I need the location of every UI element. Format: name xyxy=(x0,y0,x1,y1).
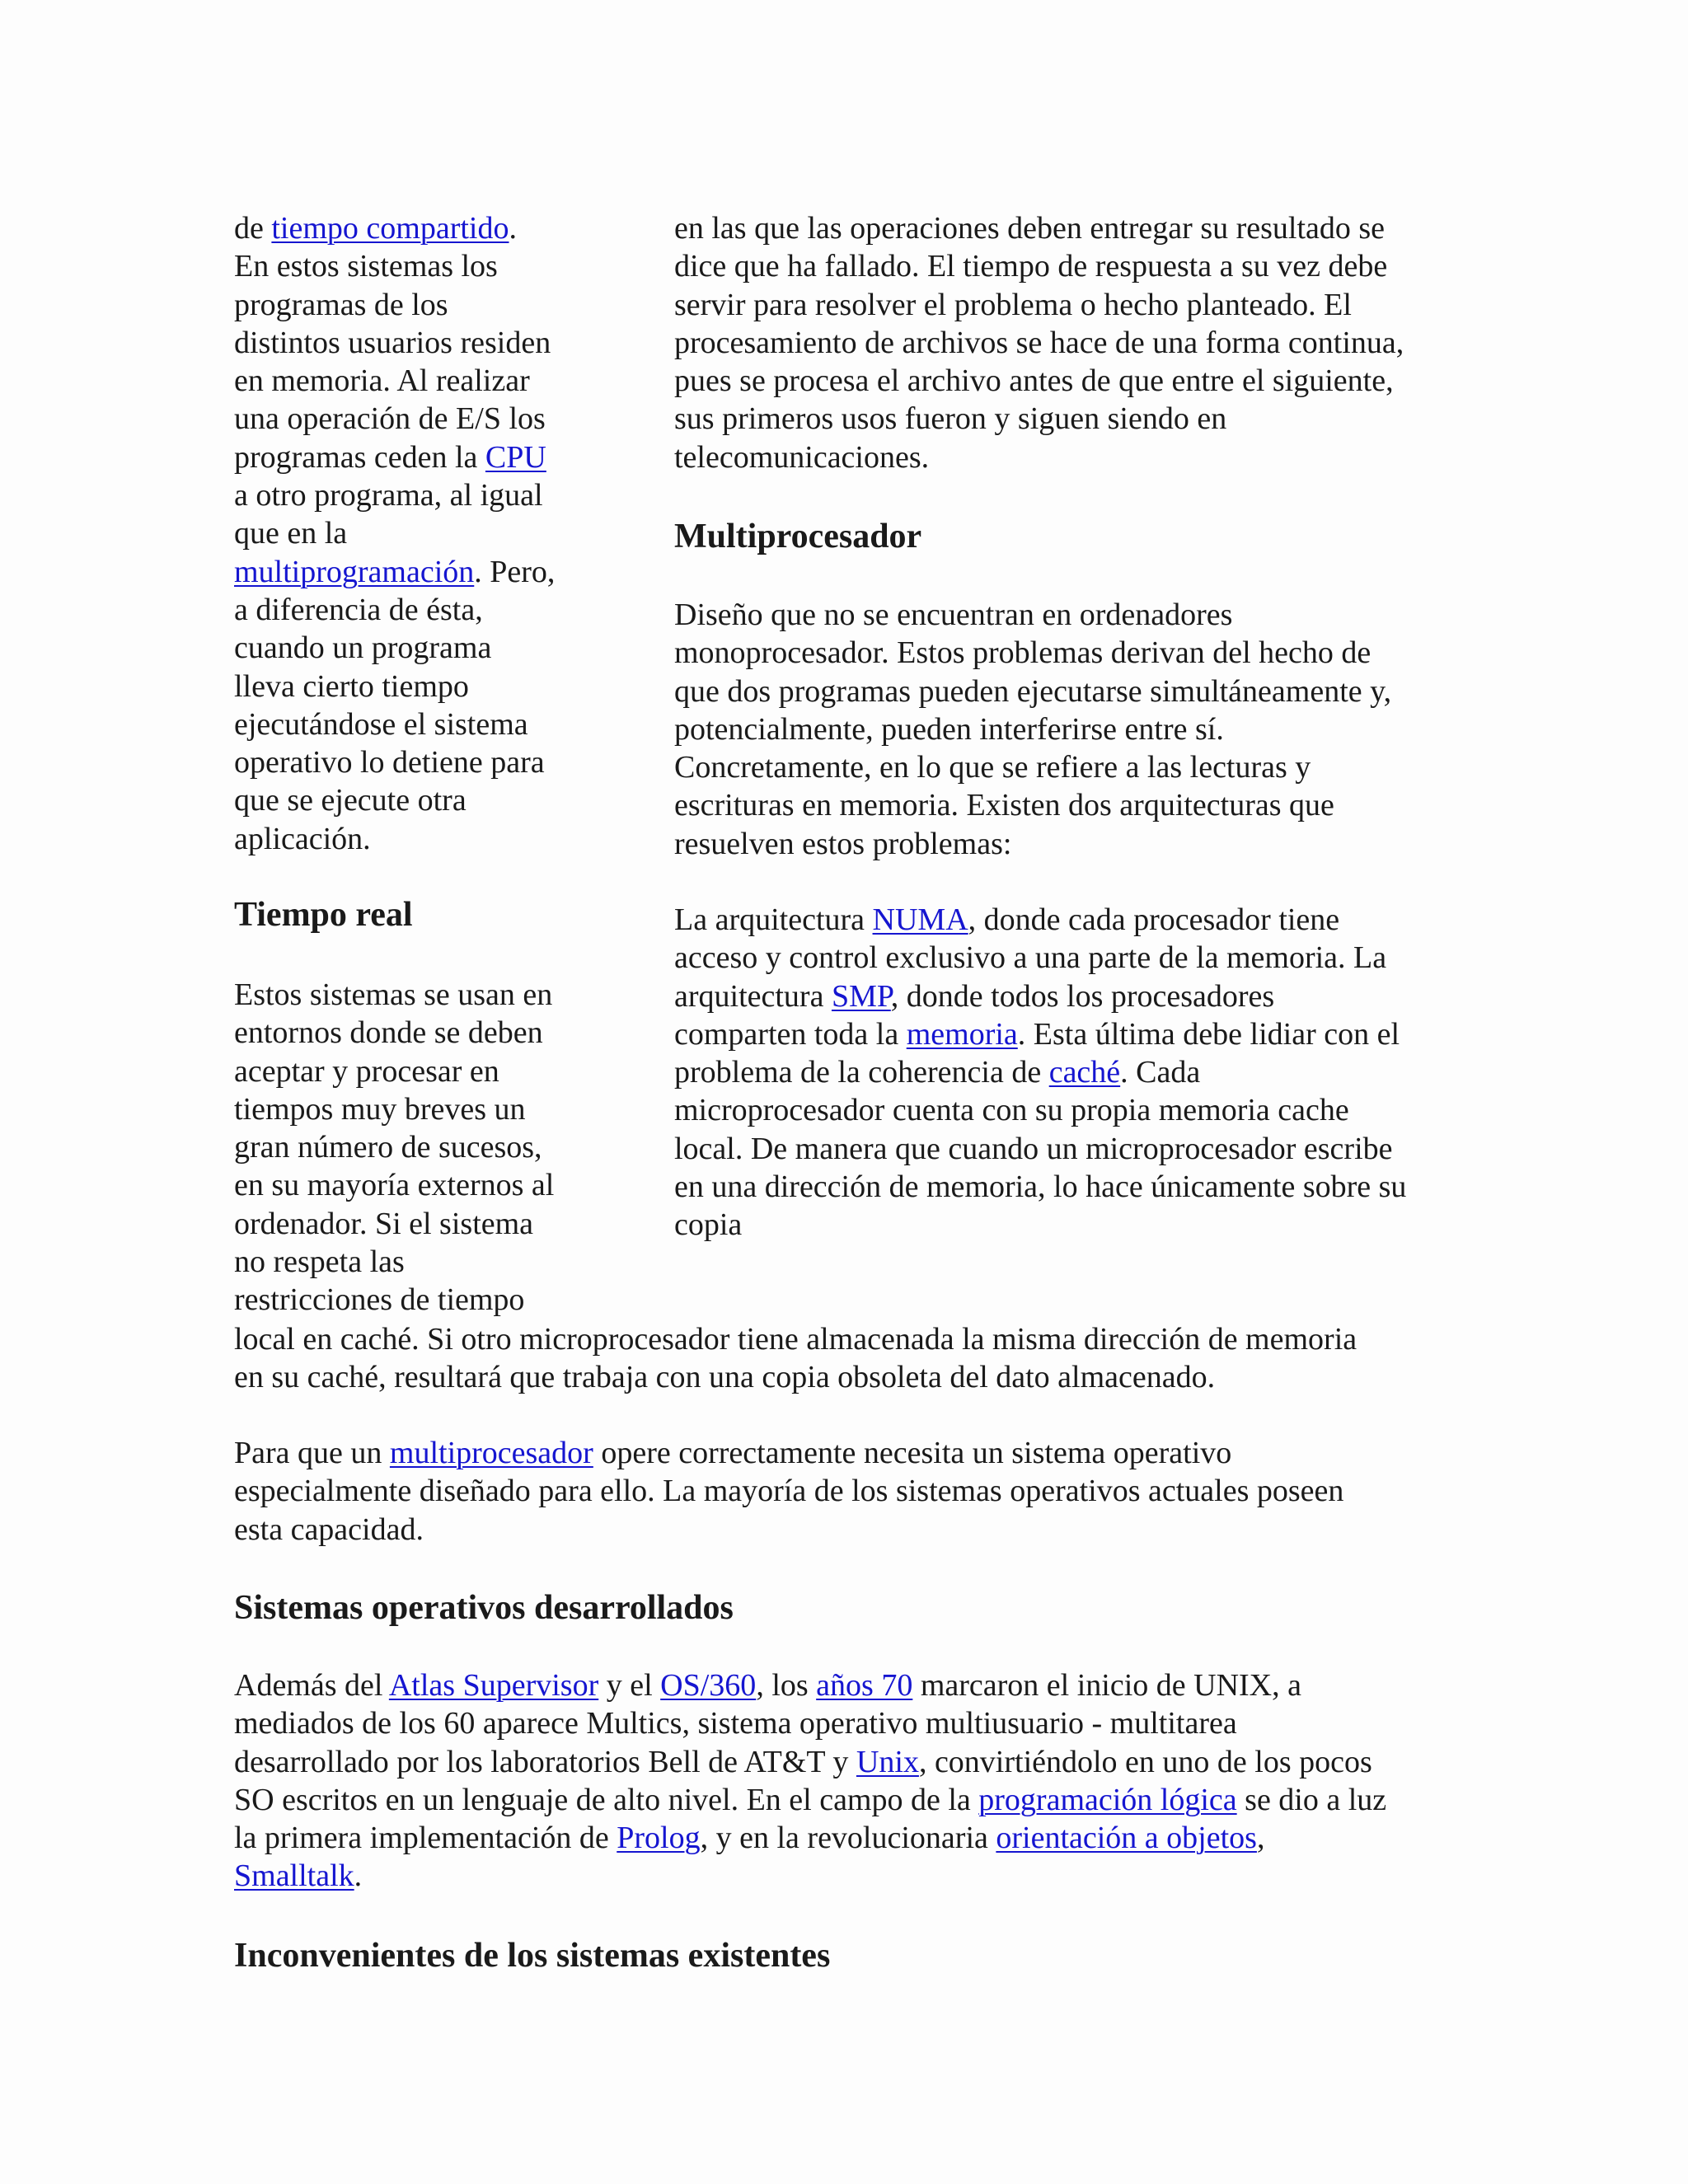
text-line xyxy=(234,1666,1386,1704)
text-span: mediados de los 60 aparece Multics, sistema operativo multiusuario - multitarea xyxy=(234,1706,1237,1741)
text-line xyxy=(234,438,555,476)
sistemas-desarrollados-paragraph xyxy=(234,1666,1386,1896)
text-span: aceptar y procesar en xyxy=(234,1053,499,1089)
text-span: ordenador. Si el sistema xyxy=(234,1206,534,1241)
text-span: Diseño que no se encuentran en ordenadores xyxy=(674,598,1233,632)
text-line xyxy=(234,1781,1386,1819)
text-span: opere correctamente necesita un sistema operativo xyxy=(593,1436,1232,1470)
right-column-intro xyxy=(674,209,1404,476)
heading-tiempo-real: Tiempo real xyxy=(234,896,413,934)
text-span: , xyxy=(1256,1821,1265,1856)
text-line xyxy=(234,209,555,247)
link-orientación-a-objetos[interactable]: orientación a objetos xyxy=(996,1821,1257,1856)
text-span: de xyxy=(234,211,272,246)
text-line xyxy=(234,1511,1343,1549)
text-span: no respeta las xyxy=(234,1244,405,1280)
text-span: acceso y control exclusivo a una parte de la memoria. La xyxy=(674,940,1387,976)
link-caché[interactable]: caché xyxy=(1048,1055,1121,1090)
text-span: . Esta última debe lidiar con el xyxy=(1017,1016,1400,1052)
text-span: microprocesador cuenta con su propia memoria cache xyxy=(674,1093,1349,1128)
text-span: Estos sistemas se usan en xyxy=(234,977,553,1012)
text-line xyxy=(674,1053,1406,1091)
text-span: . Cada xyxy=(1120,1055,1201,1090)
text-span: programas ceden la xyxy=(234,439,485,475)
link-multiprogramación[interactable]: multiprogramación xyxy=(234,554,475,589)
text-span: , convirtiéndolo en uno de los pocos xyxy=(918,1744,1372,1779)
text-span: , donde cada procesador tiene xyxy=(968,902,1340,937)
text-span: comparten toda la xyxy=(674,1016,907,1052)
text-line xyxy=(674,710,1391,748)
text-line xyxy=(234,286,555,324)
text-line xyxy=(674,438,1404,476)
text-span: en su mayoría externos al xyxy=(234,1168,555,1203)
text-line xyxy=(674,673,1391,710)
link-atlas-supervisor[interactable]: Atlas Supervisor xyxy=(388,1668,599,1703)
text-line xyxy=(674,362,1404,400)
text-span: programas de los xyxy=(234,287,448,322)
text-line xyxy=(234,514,555,552)
text-line xyxy=(234,1320,1357,1358)
text-span: servir para resolver el problema o hecho planteado. El xyxy=(674,287,1352,322)
text-span: gran número de sucesos, xyxy=(234,1130,542,1165)
text-span: La arquitectura xyxy=(674,902,873,937)
left-column-intro xyxy=(234,209,555,858)
text-line xyxy=(234,324,555,362)
text-span: SO escritos en un lenguaje de alto nivel. En el campo de la xyxy=(234,1782,979,1817)
link-prolog[interactable]: Prolog xyxy=(617,1821,701,1856)
text-line xyxy=(234,1358,1357,1396)
text-span: procesamiento de archivos se hace de una forma continua, xyxy=(674,325,1404,360)
text-span: ejecutándose el sistema xyxy=(234,706,528,742)
text-line xyxy=(234,476,555,514)
text-span: copia xyxy=(674,1207,743,1243)
text-line xyxy=(234,668,555,705)
text-span: se dio a luz xyxy=(1236,1782,1387,1817)
text-line xyxy=(674,1130,1406,1168)
text-line xyxy=(234,1166,554,1204)
text-line xyxy=(674,1206,1406,1244)
heading-inconvenientes: Inconvenientes de los sistemas existentes xyxy=(234,1937,831,1975)
text-line xyxy=(234,705,555,743)
left-column-tiempo-real-text xyxy=(234,976,554,1319)
text-span: que dos programas pueden ejecutarse simultáneamente y, xyxy=(674,673,1392,709)
text-span: sus primeros usos fueron y siguen siendo en xyxy=(674,401,1227,437)
text-span: marcaron el inicio de UNIX, a xyxy=(912,1668,1301,1703)
text-span: restricciones de tiempo xyxy=(234,1282,525,1318)
text-span: arquitectura xyxy=(674,978,832,1014)
heading-multiprocesador: Multiprocesador xyxy=(674,518,922,555)
text-line xyxy=(234,629,555,667)
text-span: potencialmente, pueden interferirse entre sí. xyxy=(674,711,1224,747)
text-line xyxy=(234,1243,554,1281)
text-line xyxy=(234,553,555,591)
text-line xyxy=(234,1472,1343,1510)
text-span: aplicación. xyxy=(234,821,371,856)
text-line xyxy=(674,634,1391,672)
text-line xyxy=(674,901,1406,939)
text-span: que se ejecute otra xyxy=(234,783,467,818)
text-span: Concretamente, en lo que se refiere a las lecturas y xyxy=(674,750,1311,785)
text-line xyxy=(674,400,1404,438)
link-smalltalk[interactable]: Smalltalk xyxy=(234,1858,354,1894)
text-line xyxy=(674,1091,1406,1129)
text-span: . Pero, xyxy=(474,554,556,589)
text-span: en las que las operaciones deben entregar su resultado se xyxy=(674,211,1386,246)
text-line xyxy=(234,743,555,781)
link-años-70[interactable]: años 70 xyxy=(816,1668,913,1703)
text-line xyxy=(674,977,1406,1015)
text-span: tiempos muy breves un xyxy=(234,1091,526,1127)
text-line xyxy=(674,596,1391,634)
text-line xyxy=(674,748,1391,786)
text-line xyxy=(234,400,555,438)
link-os-360[interactable]: OS/360 xyxy=(660,1668,757,1703)
text-span: la primera implementación de xyxy=(234,1821,617,1856)
text-span: Para que un xyxy=(234,1436,390,1470)
text-line xyxy=(234,1857,1386,1895)
text-span: En estos sistemas los xyxy=(234,249,498,284)
text-line xyxy=(234,820,555,858)
text-span: distintos usuarios residen xyxy=(234,325,551,360)
text-span: esta capacidad. xyxy=(234,1511,424,1547)
text-span: pues se procesa el archivo antes de que entre el siguiente, xyxy=(674,363,1394,399)
text-line xyxy=(674,247,1404,285)
text-line xyxy=(234,1704,1386,1742)
text-span: dice que ha fallado. El tiempo de respuesta a su vez debe xyxy=(674,249,1388,284)
text-span: en una dirección de memoria, lo hace únicamente sobre su xyxy=(674,1169,1407,1205)
text-line xyxy=(674,286,1404,324)
link-memoria[interactable]: memoria xyxy=(906,1016,1018,1052)
text-span: resuelven estos problemas: xyxy=(674,826,1012,861)
text-span: a diferencia de ésta, xyxy=(234,592,483,627)
text-span: entornos donde se deben xyxy=(234,1015,543,1051)
text-line xyxy=(674,1168,1406,1206)
text-line xyxy=(234,1743,1386,1781)
text-span: una operación de E/S los xyxy=(234,401,546,437)
link-numa[interactable]: NUMA xyxy=(872,902,968,937)
text-line xyxy=(234,781,555,819)
text-line xyxy=(234,1434,1343,1472)
text-line xyxy=(234,1090,554,1128)
text-span: operativo lo detiene para xyxy=(234,745,545,780)
text-span: problema de la coherencia de xyxy=(674,1055,1049,1090)
link-unix[interactable]: Unix xyxy=(856,1744,919,1779)
text-line xyxy=(674,786,1391,824)
text-span: monoprocesador. Estos problemas derivan del hecho de xyxy=(674,635,1372,671)
text-span: local en caché. Si otro microprocesador tiene almacenada la misma dirección de memoria xyxy=(234,1322,1357,1357)
link-multiprocesador[interactable]: multiprocesador xyxy=(389,1436,593,1470)
text-span: telecomunicaciones. xyxy=(674,439,930,475)
text-line xyxy=(234,1819,1386,1857)
text-line xyxy=(234,1014,554,1052)
text-line xyxy=(234,591,555,629)
link-tiempo-compartido[interactable]: tiempo compartido xyxy=(271,211,509,246)
text-span: desarrollado por los laboratorios Bell de AT&T y xyxy=(234,1744,856,1779)
text-span: a otro programa, al igual xyxy=(234,478,543,513)
link-programación-lógica[interactable]: programación lógica xyxy=(978,1782,1237,1817)
text-line xyxy=(234,362,555,400)
text-span: local. De manera que cuando un microprocesador escribe xyxy=(674,1131,1393,1166)
text-line xyxy=(674,1015,1406,1053)
text-span: , y en la revolucionaria xyxy=(700,1821,996,1856)
text-line xyxy=(234,1128,554,1166)
text-span: especialmente diseñado para ello. La mayoría de los sistemas operativos actuales poseen xyxy=(234,1474,1344,1509)
text-span: cuando un programa xyxy=(234,630,492,666)
multiprocesador-support-paragraph xyxy=(234,1434,1343,1549)
text-span: lleva cierto tiempo xyxy=(234,668,469,704)
text-span: , los xyxy=(756,1668,817,1703)
text-span: . xyxy=(509,211,517,246)
link-smp[interactable]: SMP xyxy=(831,978,891,1014)
text-span: que en la xyxy=(234,516,348,551)
heading-sistemas-desarrollados: Sistemas operativos desarrollados xyxy=(234,1589,734,1627)
link-cpu[interactable]: CPU xyxy=(485,439,546,475)
text-line xyxy=(234,1281,554,1319)
text-span: Además del xyxy=(234,1668,389,1703)
text-span: , donde todos los procesadores xyxy=(890,978,1275,1014)
text-line xyxy=(234,1052,554,1090)
multiprocesador-paragraph-1 xyxy=(674,596,1391,863)
text-span: en memoria. Al realizar xyxy=(234,363,530,399)
text-span: y el xyxy=(598,1668,661,1703)
text-line xyxy=(234,976,554,1014)
text-line xyxy=(234,1205,554,1243)
text-span: en su caché, resultará que trabaja con una copia obsoleta del dato almacenado. xyxy=(234,1360,1216,1395)
text-line xyxy=(674,939,1406,977)
text-line xyxy=(674,209,1404,247)
text-span: . xyxy=(354,1858,363,1894)
text-span: escrituras en memoria. Existen dos arquitecturas que xyxy=(674,788,1334,823)
multiprocesador-paragraph-2 xyxy=(674,901,1406,1244)
text-line xyxy=(674,324,1404,362)
text-line xyxy=(234,247,555,285)
text-line xyxy=(674,825,1391,863)
continuation-paragraph xyxy=(234,1320,1357,1397)
